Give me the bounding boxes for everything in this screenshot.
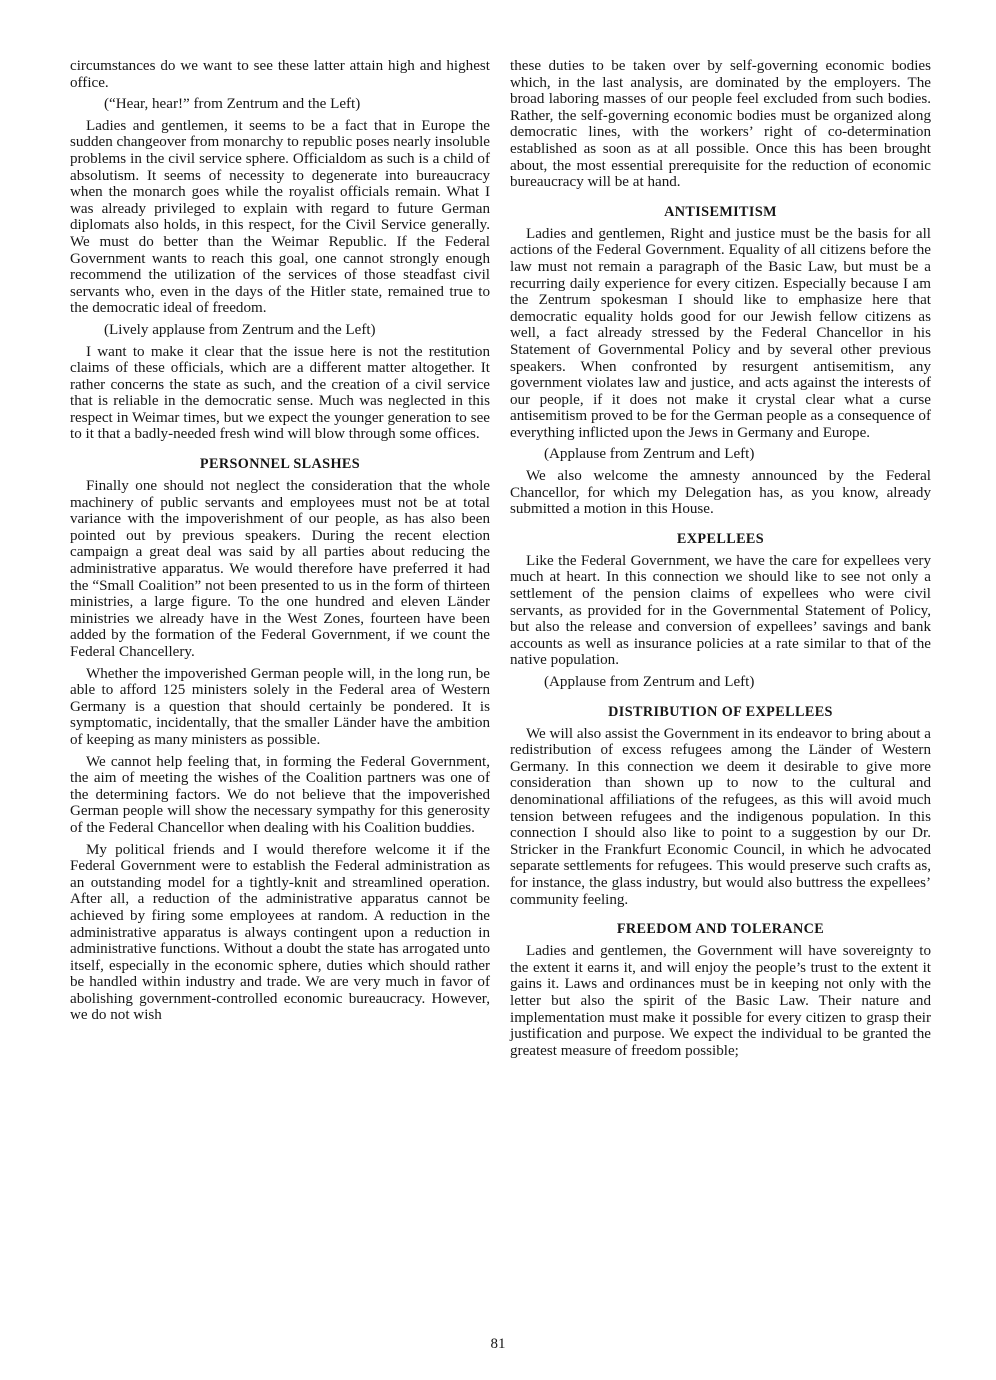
- section-heading: PERSONNEL SLASHES: [199, 456, 361, 473]
- paragraph: We cannot help feeling that, in forming the Federal Government, the aim of meeting the wishes of the Coalition partners was one of the determining factors. We do not believe that the impoverished German people will show the necessary sympathy for this generosity of the Federal Chancellor when dealing with his Coalition buddies.: [70, 753, 490, 836]
- paragraph: Whether the impoverished German people will, in the long run, be able to afford 125 ministers solely in the Federal area of Western Germany is a question that should certainly be pondered. It is symptomatic, incidentally, that the smaller Länder have the ambition of keeping as many ministers as possible.: [70, 665, 490, 748]
- paragraph: Ladies and gentlemen, the Government will have sovereignty to the extent it earns it, and will enjoy the people’s trust to the extent it gains it. Laws and ordinances must be in keeping not only with the letter but also the spirit of the Basic Law. Their nature and implementation must make it possible for every citizen to grasp their justification and purpose. We expect the individual to be granted the greatest measure of freedom possible;: [510, 943, 931, 1059]
- paragraph: Ladies and gentlemen, Right and justice must be the basis for all actions of the Federal Government. Equality of all citizens before the law must not remain a paragraph of the Basic Law, but must be a recurring daily experience for every citizen. Especially because I am the Zentrum spokesman I should like to emphasize here that democratic equality holds good for our Jewish fellow citizens as well, a fact already stressed by the Federal Chancellor in his Statement of Governmental Policy and by several other previous speakers. When confronted by resurgent antisemitism, any government violates law and justice, and acts against the interests of our people, if it does not make it crystal clear what a curse antisemitism proved to be for the German people as a consequence of everything inflicted upon the Jews in Germany and Europe.: [510, 225, 931, 441]
- paragraph: We also welcome the amnesty announced by the Federal Chancellor, for which my Delegation has, as you know, already submitted a motion in this House.: [510, 468, 931, 518]
- paragraph: My political friends and I would therefore welcome it if the Federal Government were to establish the Federal administration as an outstanding model for a tightly-knit and streamlined operation. After all, a reduction of the administrative apparatus cannot be achieved by firing some employees at random. A reduction in the administrative apparatus is always contingent upon a reduction in administrative functions. Without a doubt the state has arrogated unto itself, especially in the economic sphere, duties which should rather be handled within industry and trade. We are very much in favor of abolishing government-controlled economic bureaucracy. However, we do not wish: [70, 841, 490, 1024]
- audience-reaction: (“Hear, hear!” from Zentrum and the Left): [104, 96, 361, 113]
- section-heading: EXPELLEES: [676, 530, 765, 547]
- paragraph: We will also assist the Government in its endeavor to bring about a redistribution of excess refugees among the Länder of Western Germany. In this connection we deem it desirable to give more consideration than shown up to now to the cultural and denominational affiliations of the refugees, as this will avoid much tension between refugees and the indigenous population. In this connection I should also like to point to a suggestion by our Dr. Stricker in the Frankfurt Economic Council, in which he advocated separate settlements for refugees. This would preserve such crafts as, for instance, the glass industry, but would also buttress the expellees’ community feeling.: [510, 725, 931, 908]
- section-heading: DISTRIBUTION OF EXPELLEES: [608, 703, 833, 720]
- paragraph: these duties to be taken over by self-governing economic bodies which, in the last analysis, are dominated by the employers. The broad laboring masses of our people feel excluded from such bodies. Rather, the self-governing economic bodies must be organized along democratic lines, with the workers’ right of co-determination established as soon as at all possible. Once this has been brought about, the most essential prerequisite for the reduction of economic bureaucracy will be at hand.: [510, 58, 931, 191]
- audience-reaction: (Applause from Zentrum and Left): [544, 674, 755, 690]
- section-heading: ANTISEMITISM: [664, 203, 777, 220]
- right-column: [510, 58, 931, 1064]
- page-number: 81: [490, 1336, 506, 1352]
- paragraph: circumstances do we want to see these latter attain high and highest office.: [70, 58, 490, 91]
- audience-reaction: (Lively applause from Zentrum and the Left): [104, 321, 376, 338]
- paragraph: Finally one should not neglect the consideration that the whole machinery of public servants and employees must not be at total variance with the impoverishment of our people, as has also been pointed out by previous speakers. During the recent election campaign a great deal was said by all parties about reducing the administrative apparatus. We would therefore have preferred it had the “Small Coalition” not been presented to us in the form of thirteen ministries, a large figure. To the one hundred and eleven Länder ministries we already have in the West Zones, fourteen have been added by the formation of the Federal Government, if we count the Federal Chancellery.: [70, 478, 490, 660]
- left-column: [70, 58, 490, 1029]
- paragraph: Like the Federal Government, we have the care for expellees very much at heart. In this connection we should like to see not only a settlement of the pension claims of expellees who were civil servants, as provided for in the Governmental Statement of Policy, but also the release and conversion of expellees’ savings and bank accounts as well as insurance policies at a rate similar to that of the native population.: [510, 552, 931, 669]
- paragraph: Ladies and gentlemen, it seems to be a fact that in Europe the sudden changeover from monarchy to republic poses nearly insoluble problems in the civil service sphere. Officialdom as such is a child of absolutism. It seems of necessity to degenerate into bureaucracy when the monarch goes while the royalist officials remain. What I was already privileged to explain with regard to future German diplomats also holds, in this respect, for the Civil Service generally. We must do better than the Weimar Republic. If the Federal Government wants to reach this goal, one cannot strongly enough recommend the utilization of the services of those steadfast civil servants who, even in the days of the Hitler state, remained true to the democratic ideal of freedom.: [70, 117, 490, 317]
- paragraph: I want to make it clear that the issue here is not the restitution claims of these officials, which are a different matter altogether. It rather concerns the state as such, and the creation of a civil service that is reliable in the democratic sense. Much was neglected in this respect in Weimar times, but we expect the younger generation to see to it that a badly-needed fresh wind will blow through some offices.: [70, 343, 490, 443]
- audience-reaction: (Applause from Zentrum and Left): [544, 446, 755, 463]
- section-heading: FREEDOM AND TOLERANCE: [616, 921, 825, 938]
